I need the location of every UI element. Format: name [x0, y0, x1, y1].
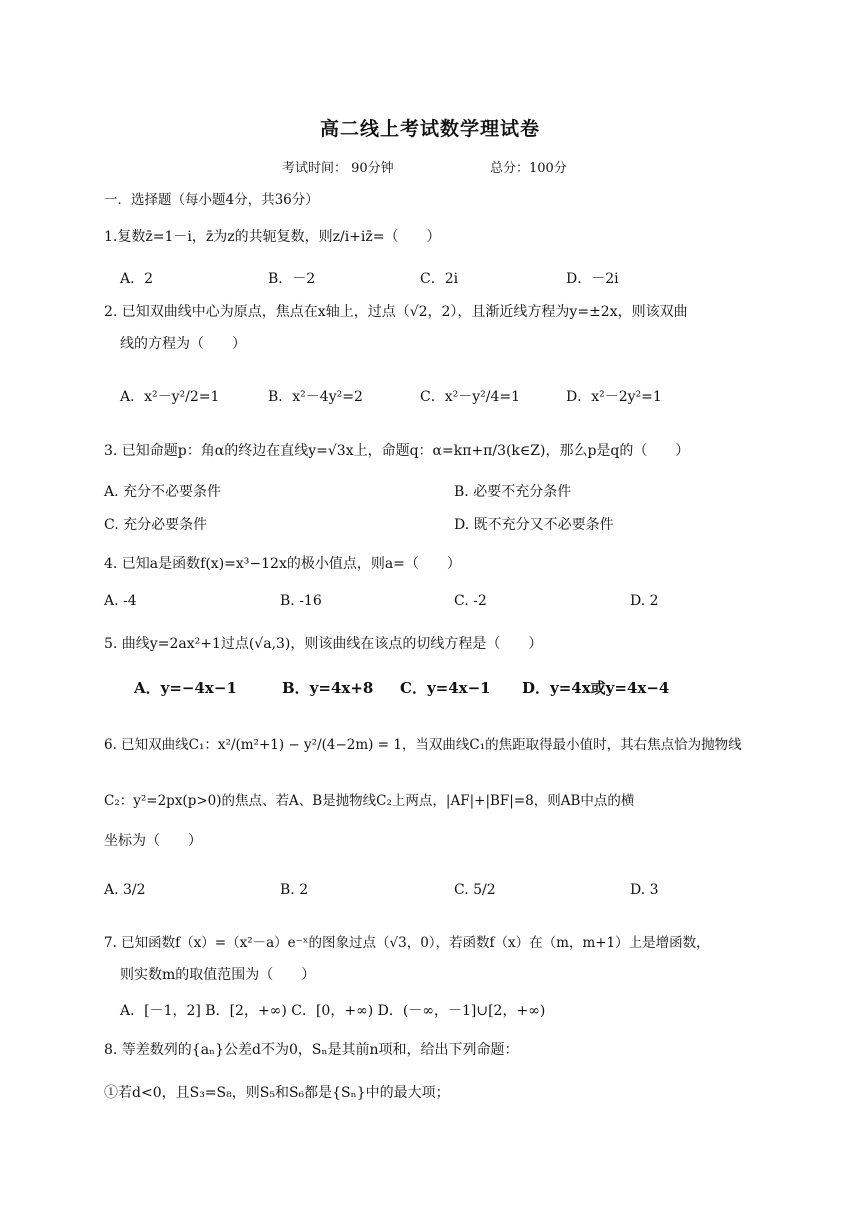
question-6-stem-end: 坐标为（ ） — [104, 833, 202, 849]
q4-option-b: B. -16 — [280, 593, 322, 609]
question-7-stem: 7. 已知函数f（x）=（x²－a）e⁻ˣ的图象过点（√3，0），若函数f（x）在（m，m+1）上是增函数， — [104, 935, 710, 951]
question-2-stem: 2. 已知双曲线中心为原点，焦点在x轴上，过点（√2，2），且渐近线方程为y=±2x，则该双曲 — [104, 304, 688, 320]
question-6-stem-cont: C₂：y²=2px(p>0)的焦点、若A、B是抛物线C₂上两点，|AF|+|BF|=8，则AB中点的横 — [104, 793, 635, 809]
q1-option-a: A．2 — [120, 271, 154, 287]
q6-option-c: C. 5/2 — [454, 882, 496, 898]
exam-score: 总分：100分 — [490, 161, 567, 176]
question-5-stem: 5. 曲线y=2ax²+1过点(√a,3)，则该曲线在该点的切线方程是（ ） — [104, 636, 543, 652]
q1-option-b: B．－2 — [268, 271, 316, 287]
section-heading: 一．选择题（每小题4分，共36分） — [104, 192, 319, 208]
question-8-stem: 8. 等差数列的{aₙ}公差d不为0，Sₙ是其前n项和，给出下列命题： — [104, 1042, 519, 1058]
q7-options: A．[－1，2] B．[2，+∞) C．[0，+∞) D．(－∞，－1]∪[2，+∞) — [120, 1003, 546, 1019]
question-7-stem-cont: 则实数m的取值范围为（ ） — [120, 967, 316, 983]
q4-option-a: A. -4 — [104, 593, 137, 609]
q1-option-c: C．2i — [420, 271, 459, 287]
q6-option-b: B. 2 — [280, 882, 309, 898]
q2-option-d: D．x²－2y²=1 — [566, 389, 662, 405]
q3-option-b: B. 必要不充分条件 — [454, 484, 572, 500]
exam-time: 考试时间： 90分钟 — [282, 161, 394, 176]
q1-option-d: D．－2i — [566, 271, 619, 287]
q3-option-a: A. 充分不必要条件 — [104, 484, 222, 500]
q2-option-c: C．x²－y²/4=1 — [420, 389, 521, 405]
q3-option-d: D. 既不充分又不必要条件 — [454, 517, 614, 533]
q5-option-b: B．y=4x+8 — [282, 679, 374, 697]
question-6-stem: 6. 已知双曲线C₁：x²/(m²+1) − y²/(4−2m) = 1，当双曲线C₁的焦距取得最小值时，其右焦点恰为抛物线 — [104, 737, 742, 753]
q5-option-a: A．y=−4x−1 — [134, 679, 237, 697]
q6-option-a: A. 3/2 — [104, 882, 146, 898]
q4-option-d: D. 2 — [630, 593, 659, 609]
question-3-stem: 3. 已知命题p：角α的终边在直线y=√3x上，命题q：α=kπ+π/3(k∈Z)，那么p是q的（ ） — [104, 443, 690, 459]
q3-option-c: C. 充分必要条件 — [104, 517, 208, 533]
q2-option-a: A．x²－y²/2=1 — [120, 389, 220, 405]
question-1-stem: 1.复数z̄=1－i，z̄为z的共轭复数，则z/i+iz̄=（ ） — [104, 229, 441, 245]
exam-title: 高二线上考试数学理试卷 — [319, 118, 540, 140]
question-8-item-1: ①若d<0，且S₃=S₈，则S₅和S₆都是{Sₙ}中的最大项； — [104, 1085, 450, 1101]
q6-option-d: D. 3 — [630, 882, 659, 898]
q2-option-b: B．x²－4y²=2 — [268, 389, 363, 405]
q5-option-c: C．y=4x−1 — [400, 679, 491, 697]
question-2-stem-cont: 线的方程为（ ） — [120, 336, 246, 352]
q5-option-d: D．y=4x或y=4x−4 — [522, 679, 670, 697]
q4-option-c: C. -2 — [454, 593, 487, 609]
question-4-stem: 4. 已知a是函数f(x)=x³−12x的极小值点，则a=（ ） — [104, 556, 461, 572]
